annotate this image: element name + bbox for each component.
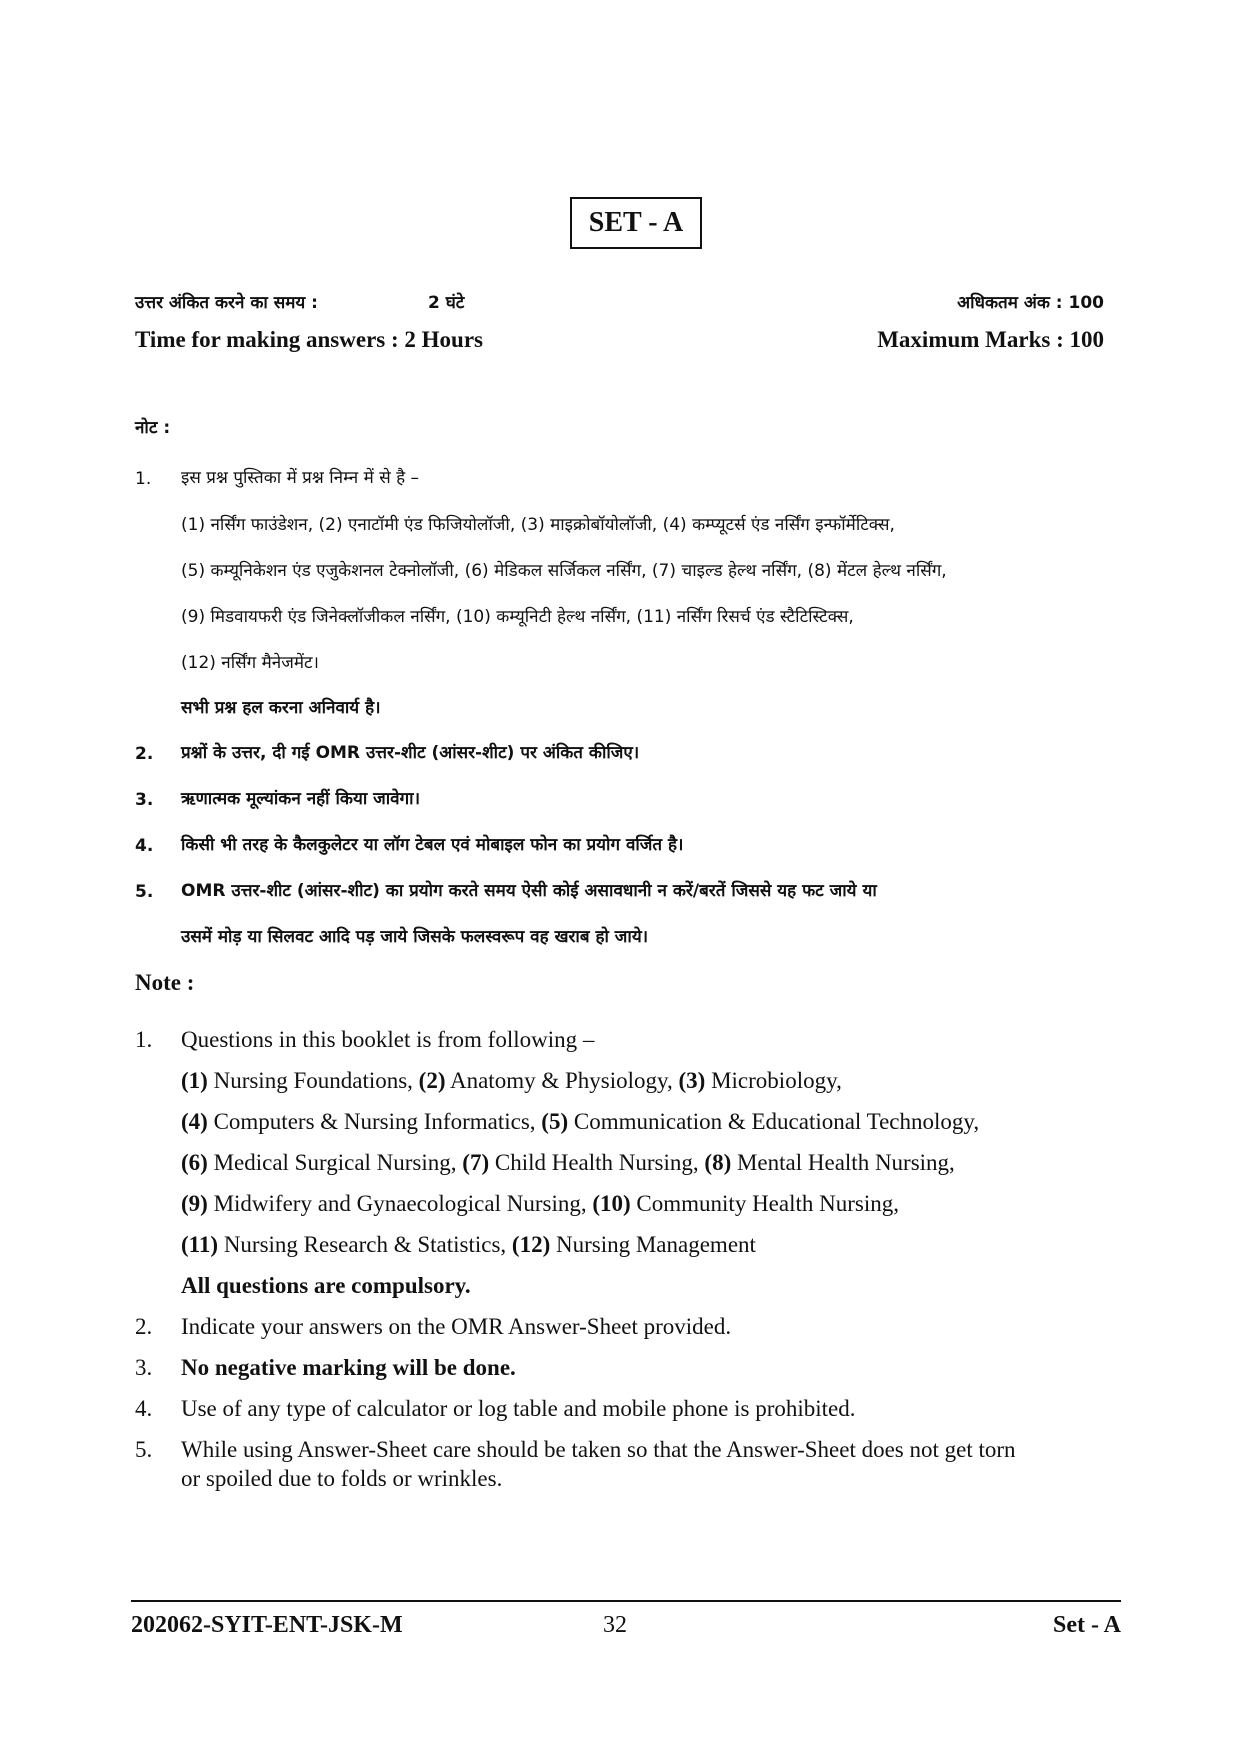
subject-name: Microbiology, [711,1068,842,1093]
subject-number: (4) [181,1109,208,1134]
subject-number: (6) [181,1150,208,1175]
subject-name: Nursing Foundations, [213,1068,413,1093]
hindi-note-line: (5) कम्यूनिकेशन एंड एजुकेशनल टेक्नोलॉजी, (6) मेडिकल सर्जिकल नर्सिंग, (7) चाइल्ड हेल्थ नर्सिंग, (8) मेंटल हेल्थ नर्सिंग, [181,561,947,581]
subject-name: Communication & Educational Technology, [573,1109,980,1134]
subject-number: (5) [541,1109,569,1134]
subject-number: (8) [704,1150,732,1175]
english-item-number: 1. [135,1027,153,1052]
english-item-number: 2. [135,1314,153,1339]
english-compulsory: All questions are compulsory. [181,1273,471,1298]
english-item-number: 5. [135,1437,153,1462]
subject-line [181,1191,899,1217]
hindi-item-number: 3. [135,790,154,810]
subject-name: Computers & Nursing Informatics, [213,1109,536,1134]
hindi-note-line: ऋणात्मक मूल्यांकन नहीं किया जावेगा। [181,789,421,809]
subject-number: (1) [181,1068,208,1093]
max-marks-english: Maximum Marks : 100 [877,327,1104,352]
english-item-number: 4. [135,1396,153,1421]
subject-number: (2) [418,1068,446,1093]
subject-name: Nursing Management [556,1232,756,1257]
hindi-item-number: 1. [135,469,152,489]
subject-line [181,1068,842,1094]
subject-line [181,1232,756,1258]
hindi-item-number: 2. [135,744,154,764]
subject-name: Community Health Nursing, [636,1191,899,1216]
hindi-note-line: (12) नर्सिंग मैनेजमेंट। [181,653,319,673]
hindi-note-line: किसी भी तरह के कैलकुलेटर या लॉग टेबल एवं मोबाइल फोन का प्रयोग वर्जित है। [181,835,684,855]
english-note-label: Note : [135,970,195,995]
subject-line [181,1109,979,1135]
hindi-note-line: उसमें मोड़ या सिलवट आदि पड़ जाये जिसके फलस्वरूप वह खराब हो जाये। [181,927,649,947]
subject-name: Midwifery and Gynaecological Nursing, [213,1191,587,1216]
subject-number: (11) [181,1232,219,1257]
hindi-note-line: (9) मिडवायफरी एंड जिनेक्लॉजीकल नर्सिंग, (10) कम्यूनिटी हेल्थ नर्सिंग, (11) नर्सिंग रिसर्च एंड स्टैटिस्टिक्स, [181,607,854,627]
time-english: Time for making answers : 2 Hours [135,327,483,352]
footer-set: Set - A [1053,1612,1121,1638]
hindi-note-label: नोट : [135,418,171,438]
page-number: 32 [603,1612,627,1638]
hindi-note-line: इस प्रश्न पुस्तिका में प्रश्न निम्न में से है – [181,468,420,488]
set-badge: SET - A [570,197,702,249]
english-note-line: No negative marking will be done. [181,1355,516,1380]
hindi-note-line: OMR उत्तर-शीट (आंसर-शीट) का प्रयोग करते समय ऐसी कोई असावधानी न करें/बरतें जिससे यह फट जाये या [181,881,877,901]
english-note-line: Indicate your answers on the OMR Answer-Sheet provided. [181,1314,732,1339]
subject-name: Child Health Nursing, [494,1150,699,1175]
time-value-hindi: 2 घंटे [428,293,465,313]
subject-name: Medical Surgical Nursing, [213,1150,457,1175]
subject-line [181,1150,955,1176]
footer-divider [131,1600,1121,1602]
english-item-number: 3. [135,1355,153,1380]
english-q1-intro: Questions in this booklet is from following – [181,1027,595,1052]
english-note-line: While using Answer-Sheet care should be taken so that the Answer-Sheet does not get torn [181,1437,1016,1462]
subject-number: (9) [181,1191,208,1216]
subject-number: (7) [462,1150,490,1175]
subject-number: (12) [511,1232,551,1257]
hindi-note-line: प्रश्नों के उत्तर, दी गई OMR उत्तर-शीट (आंसर-शीट) पर अंकित कीजिए। [181,743,640,763]
english-note-line: or spoiled due to folds or wrinkles. [181,1466,503,1491]
subject-name: Anatomy & Physiology, [449,1068,673,1093]
subject-number: (3) [678,1068,706,1093]
hindi-compulsory: सभी प्रश्न हल करना अनिवार्य है। [181,698,381,718]
time-label-hindi: उत्तर अंकित करने का समय : [135,293,318,313]
subject-number: (10) [592,1191,631,1216]
paper-code: 202062-SYIT-ENT-JSK-M [131,1612,403,1638]
english-note-line: Use of any type of calculator or log table and mobile phone is prohibited. [181,1396,856,1421]
hindi-note-line: (1) नर्सिंग फाउंडेशन, (2) एनाटॉमी एंड फिजियोलॉजी, (3) माइक्रोबॉयोलॉजी, (4) कम्प्यूटर्स एंड नर्सिंग इन्फॉर्मेटिक्स, [181,515,895,535]
subject-name: Nursing Research & Statistics, [223,1232,507,1257]
subject-name: Mental Health Nursing, [736,1150,955,1175]
max-marks-hindi: अधिकतम अंक : 100 [957,293,1104,313]
hindi-item-number: 4. [135,836,154,856]
hindi-item-number: 5. [135,882,154,902]
